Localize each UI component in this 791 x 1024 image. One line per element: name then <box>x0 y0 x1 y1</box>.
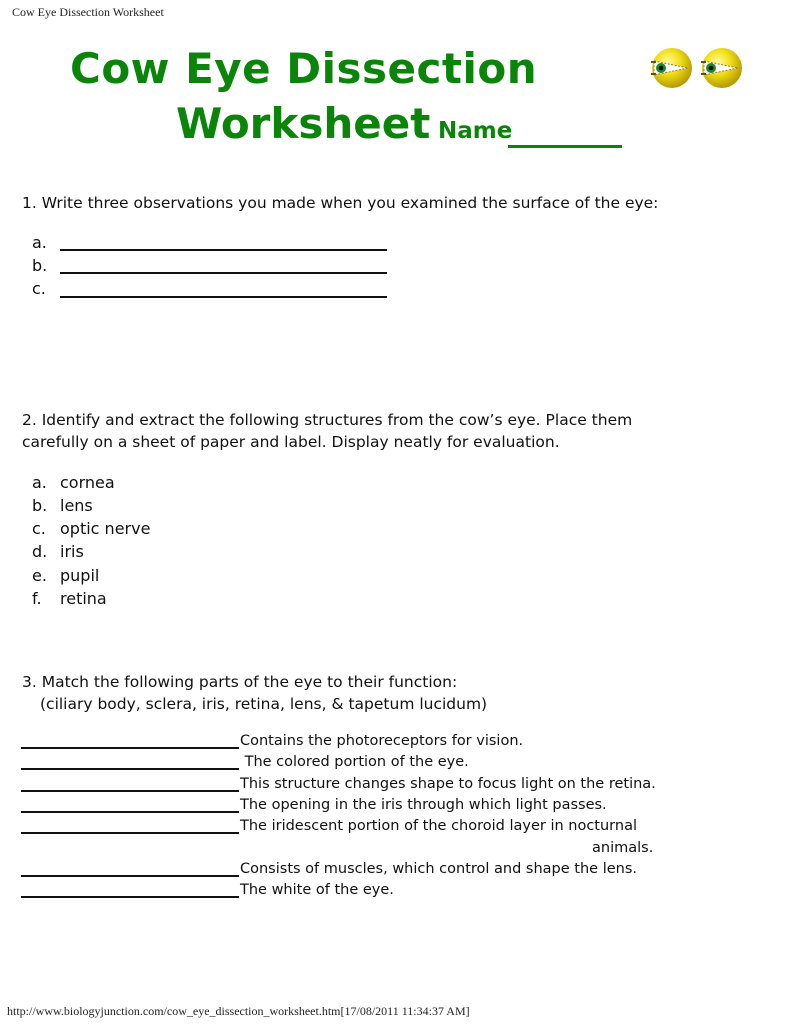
q2-item-text: iris <box>60 542 84 561</box>
q1-letter-b-label: b. <box>32 256 48 275</box>
q1-letter-b <box>32 256 60 275</box>
q3-function-text: The opening in the iris through which light passes. <box>240 797 607 813</box>
q2-item-letter: c. <box>32 519 46 538</box>
eyeball-right-icon <box>701 48 742 88</box>
q3-function-text: The white of the eye. <box>240 882 394 898</box>
question-3-prompt-line-1: 3. Match the following parts of the eye to their function: <box>22 673 458 691</box>
question-3-prompt-line-2: (ciliary body, sclera, iris, retina, lens, & tapetum lucidum) <box>40 695 488 713</box>
title-line-1: Cow Eye Dissection <box>70 44 538 93</box>
question-2-prompt-line-2: carefully on a sheet of paper and label. Display neatly for evaluation. <box>22 433 560 451</box>
title-line-2: Worksheet <box>176 99 431 148</box>
q2-list-item <box>32 542 84 561</box>
q2-list-item <box>32 566 99 585</box>
q3-function-text: This structure changes shape to focus light on the retina. <box>240 776 656 792</box>
q3-function-continuation: animals. <box>592 840 654 856</box>
q3-answer-line[interactable] <box>21 896 239 898</box>
q2-item-letter: a. <box>32 473 47 492</box>
q2-item-letter: f. <box>32 589 42 608</box>
q1-answer-line-c[interactable] <box>60 296 387 298</box>
q2-item-text: pupil <box>60 566 100 585</box>
q2-item-letter: e. <box>32 566 47 585</box>
q2-item-text: lens <box>60 496 93 515</box>
q2-item-text: retina <box>60 589 107 608</box>
q3-answer-line[interactable] <box>21 832 239 834</box>
q3-function-text: Contains the photoreceptors for vision. <box>240 733 524 749</box>
q2-list-item <box>32 519 150 538</box>
q2-list-item <box>32 589 107 608</box>
q1-letter-c <box>32 279 60 298</box>
question-2-prompt-line-1: 2. Identify and extract the following structures from the cow’s eye. Place them <box>22 411 633 429</box>
q2-item-letter: b. <box>32 496 48 515</box>
name-blank-line[interactable] <box>508 145 622 148</box>
name-label: Name <box>438 118 513 144</box>
q3-function-text: The colored portion of the eye. <box>240 754 469 770</box>
q3-answer-line[interactable] <box>21 790 239 792</box>
q1-letter-c-label: c. <box>32 279 46 298</box>
eyeball-left-icon <box>651 48 692 88</box>
page-header: Cow Eye Dissection Worksheet <box>12 5 164 19</box>
q2-list-item <box>32 496 93 515</box>
q1-answer-line-a[interactable] <box>60 249 387 251</box>
q3-answer-line[interactable] <box>21 875 239 877</box>
q3-answer-line[interactable] <box>21 768 239 770</box>
q2-item-text: cornea <box>60 473 115 492</box>
q3-answer-line[interactable] <box>21 811 239 813</box>
q1-letter-a <box>32 233 60 252</box>
q1-letter-a-label: a. <box>32 233 47 252</box>
page-footer-url: http://www.biologyjunction.com/cow_eye_dissection_worksheet.htm[17/08/2011 11:34:37 AM] <box>7 1004 470 1018</box>
q3-function-text: The iridescent portion of the choroid layer in nocturnal <box>240 818 637 834</box>
q1-answer-line-b[interactable] <box>60 272 387 274</box>
question-1-prompt: 1. Write three observations you made when you examined the surface of the eye: <box>22 194 659 212</box>
cartoon-eyeballs-icon <box>650 47 746 89</box>
q2-item-letter: d. <box>32 542 48 561</box>
q2-list-item <box>32 473 115 492</box>
q3-answer-line[interactable] <box>21 747 239 749</box>
q3-function-text: Consists of muscles, which control and shape the lens. <box>240 861 638 877</box>
q2-item-text: optic nerve <box>60 519 151 538</box>
